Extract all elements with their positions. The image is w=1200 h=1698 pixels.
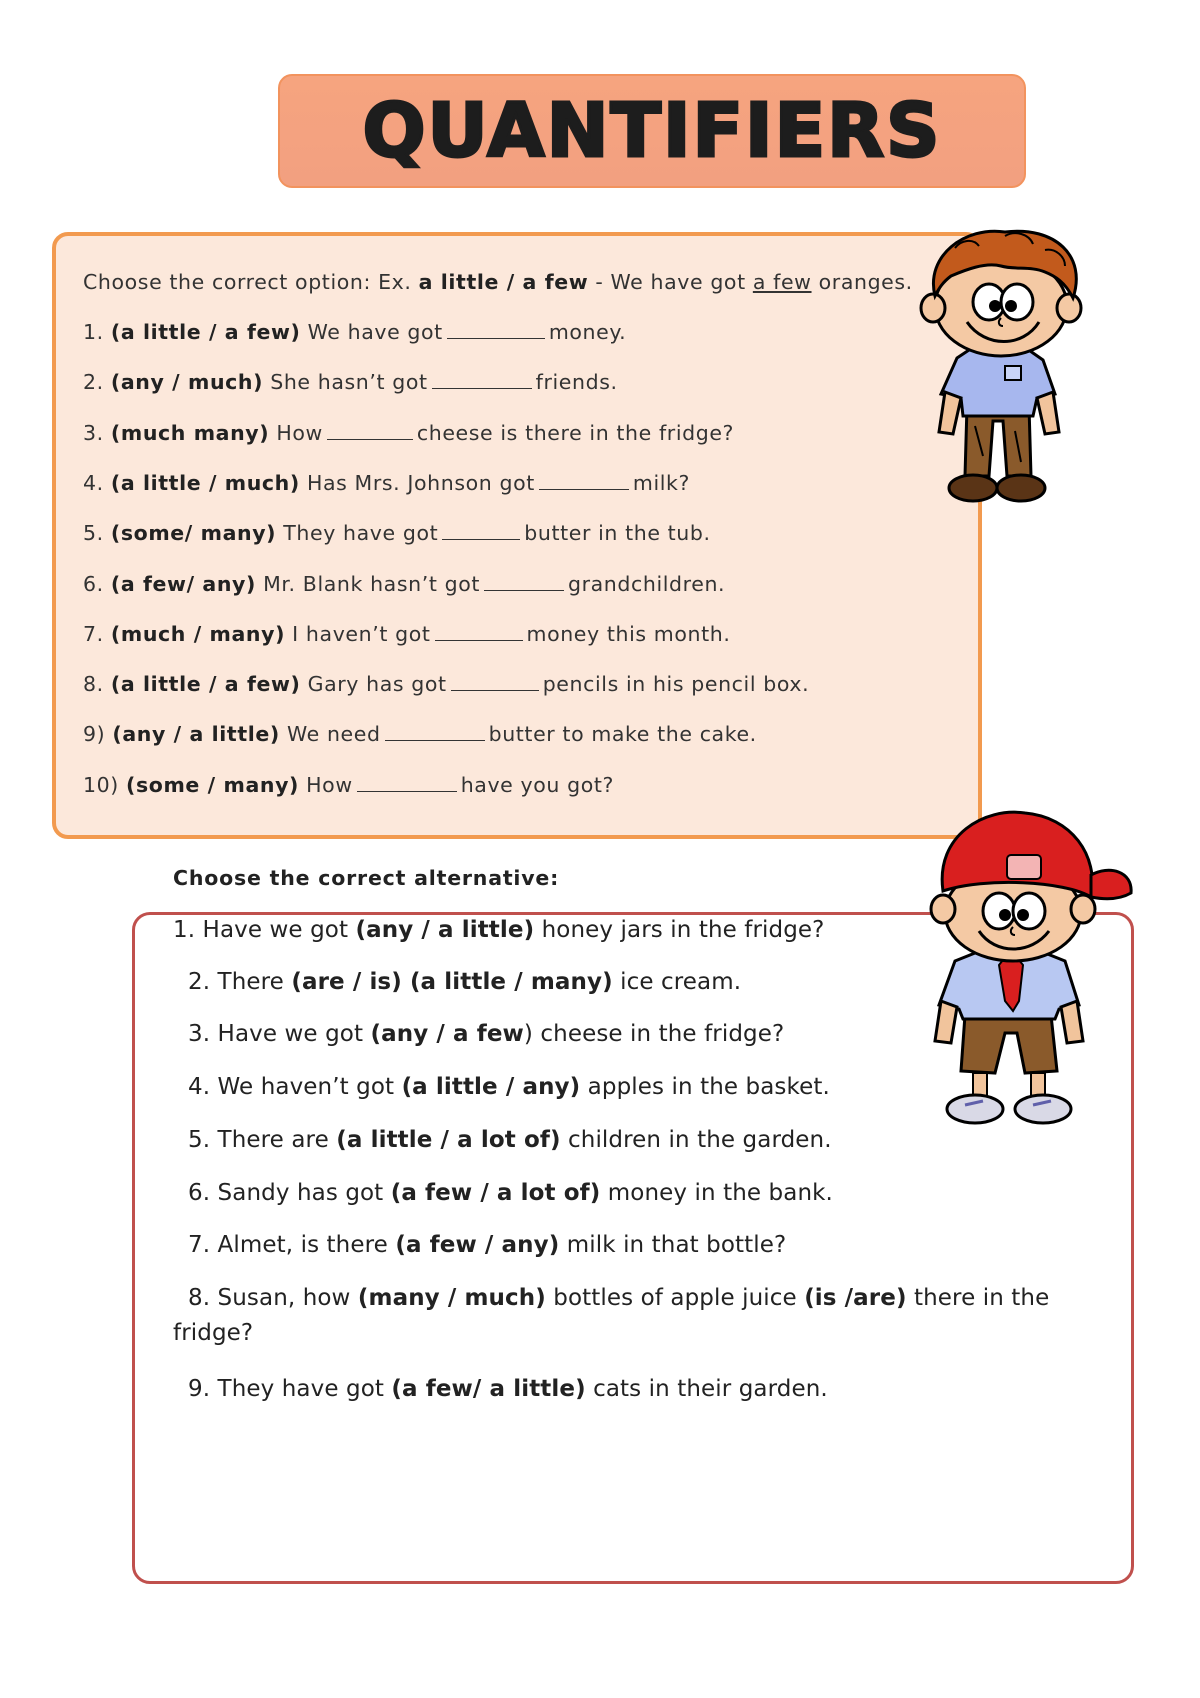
exercise-1-item: 5. (some/ many) They have got butter in the tub. — [83, 521, 711, 545]
answer-blank[interactable] — [385, 722, 485, 741]
exercise-2-item: 1. Have we got (any / a little) honey jars in the fridge? — [173, 917, 825, 943]
exercise-2-item: 3. Have we got (any / a few) cheese in the fridge? — [188, 1021, 785, 1047]
exercise-2-item-continuation: fridge? — [173, 1320, 254, 1346]
exercise-1-item: 9) (any / a little) We need butter to make the cake. — [83, 722, 757, 746]
answer-blank[interactable] — [539, 471, 629, 490]
exercise-1-item: 1. (a little / a few) We have got money. — [83, 320, 627, 344]
exercise-1-item: 3. (much many) How cheese is there in the fridge? — [83, 421, 735, 445]
exercise-1-item: 7. (much / many) I haven’t got money this month. — [83, 622, 731, 646]
exercise-2-item: 2. There (are / is) (a little / many) ice cream. — [188, 969, 742, 995]
exercise-2-item: 7. Almet, is there (a few / any) milk in that bottle? — [188, 1232, 787, 1258]
curly-hair-boy-illustration — [905, 226, 1105, 526]
answer-blank[interactable] — [435, 622, 523, 641]
exercise-2-item: 4. We haven’t got (a little / any) apples in the basket. — [188, 1074, 830, 1100]
exercise-2-title: Choose the correct alternative: — [173, 866, 560, 890]
answer-blank[interactable] — [447, 320, 545, 339]
exercise-2-item: 9. They have got (a few/ a little) cats in their garden. — [188, 1376, 828, 1402]
title-banner — [278, 74, 1026, 188]
answer-blank[interactable] — [357, 773, 457, 792]
exercise-1-instruction: Choose the correct option: Ex. a little / a few - We have got a few oranges. — [83, 270, 913, 294]
answer-blank[interactable] — [442, 521, 520, 540]
exercise-1-item: 10) (some / many) How have you got? — [83, 773, 614, 797]
cap-boy-illustration — [895, 805, 1145, 1145]
exercise-1-item: 8. (a little / a few) Gary has got pencils in his pencil box. — [83, 672, 810, 696]
answer-blank[interactable] — [327, 421, 413, 440]
exercise-2-item: 6. Sandy has got (a few / a lot of) money in the bank. — [188, 1180, 833, 1206]
exercise-1-item: 4. (a little / much) Has Mrs. Johnson got milk? — [83, 471, 691, 495]
exercise-2-item: 5. There are (a little / a lot of) children in the garden. — [188, 1127, 832, 1153]
answer-blank[interactable] — [451, 672, 539, 691]
answer-blank[interactable] — [432, 370, 532, 389]
exercise-1-item: 2. (any / much) She hasn’t got friends. — [83, 370, 618, 394]
exercise-2-item: 8. Susan, how (many / much) bottles of apple juice (is /are) there in the — [188, 1285, 1050, 1311]
answer-blank[interactable] — [484, 572, 564, 591]
page-title: QUANTIFIERS — [362, 88, 942, 174]
exercise-1-item: 6. (a few/ any) Mr. Blank hasn’t got grandchildren. — [83, 572, 726, 596]
